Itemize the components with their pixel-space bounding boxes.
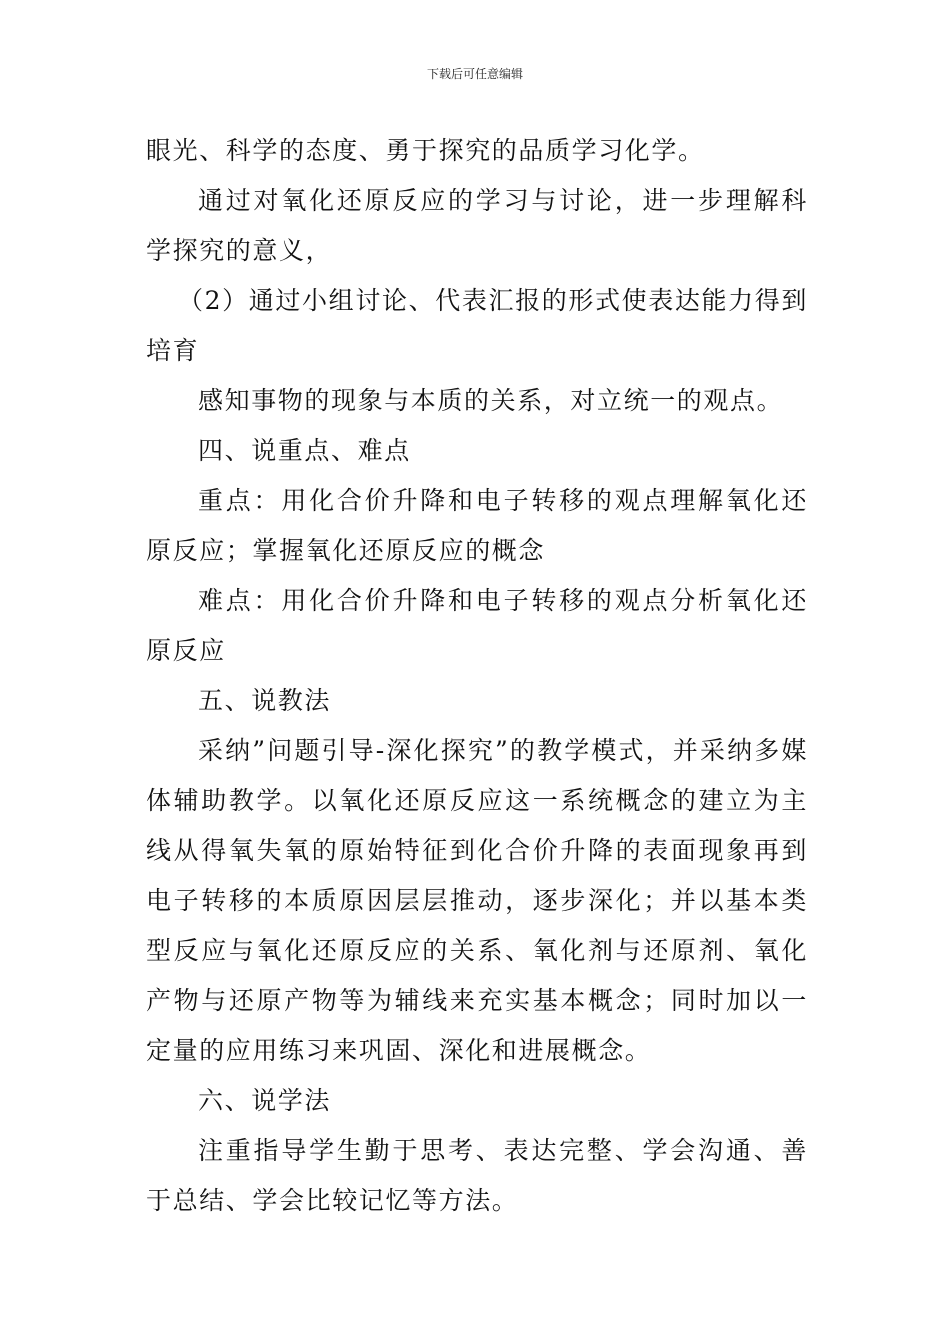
section-heading-learning-method: 六、说学法 xyxy=(198,1086,332,1115)
document-body xyxy=(146,126,808,1226)
section-heading-key-points: 四、说重点、难点 xyxy=(198,436,411,465)
paragraph-inquiry: 通过对氧化还原反应的学习与讨论，进一步理解科学探究的意义， xyxy=(146,186,808,265)
paragraph-key-point: 重点：用化合价升降和电子转移的观点理解氧化还原反应；掌握氧化还原反应的概念 xyxy=(146,486,808,565)
paragraph-difficulty: 难点：用化合价升降和电子转移的观点分析氧化还原反应 xyxy=(146,586,808,665)
paragraph-teaching-method: 采纳”问题引导-深化探究”的教学模式，并采纳多媒体辅助教学。以氧化还原反应这一系统概念的建立为主线从得氧失氧的原始特征到化合价升降的表面现象再到电子转移的本质原因层层推动，逐步深化；并以基本类型反应与氧化还原反应的关系、氧化剂与还原剂、氧化产物与还原产物等为辅线来充实基本概念；同时加以一定量的应用练习来巩固、深化和进展概念。 xyxy=(146,736,808,1065)
paragraph-continuation: 眼光、科学的态度、勇于探究的品质学习化学。 xyxy=(146,136,705,165)
section-heading-teaching-method: 五、说教法 xyxy=(198,686,332,715)
paragraph-perception: 感知事物的现象与本质的关系，对立统一的观点。 xyxy=(198,386,784,415)
page-header: 下载后可任意编辑 xyxy=(426,67,523,81)
paragraph-group-discussion: （2）通过小组讨论、代表汇报的形式使表达能力得到培育 xyxy=(146,286,808,365)
paragraph-learning-method: 注重指导学生勤于思考、表达完整、学会沟通、善于总结、学会比较记忆等方法。 xyxy=(146,1136,808,1215)
